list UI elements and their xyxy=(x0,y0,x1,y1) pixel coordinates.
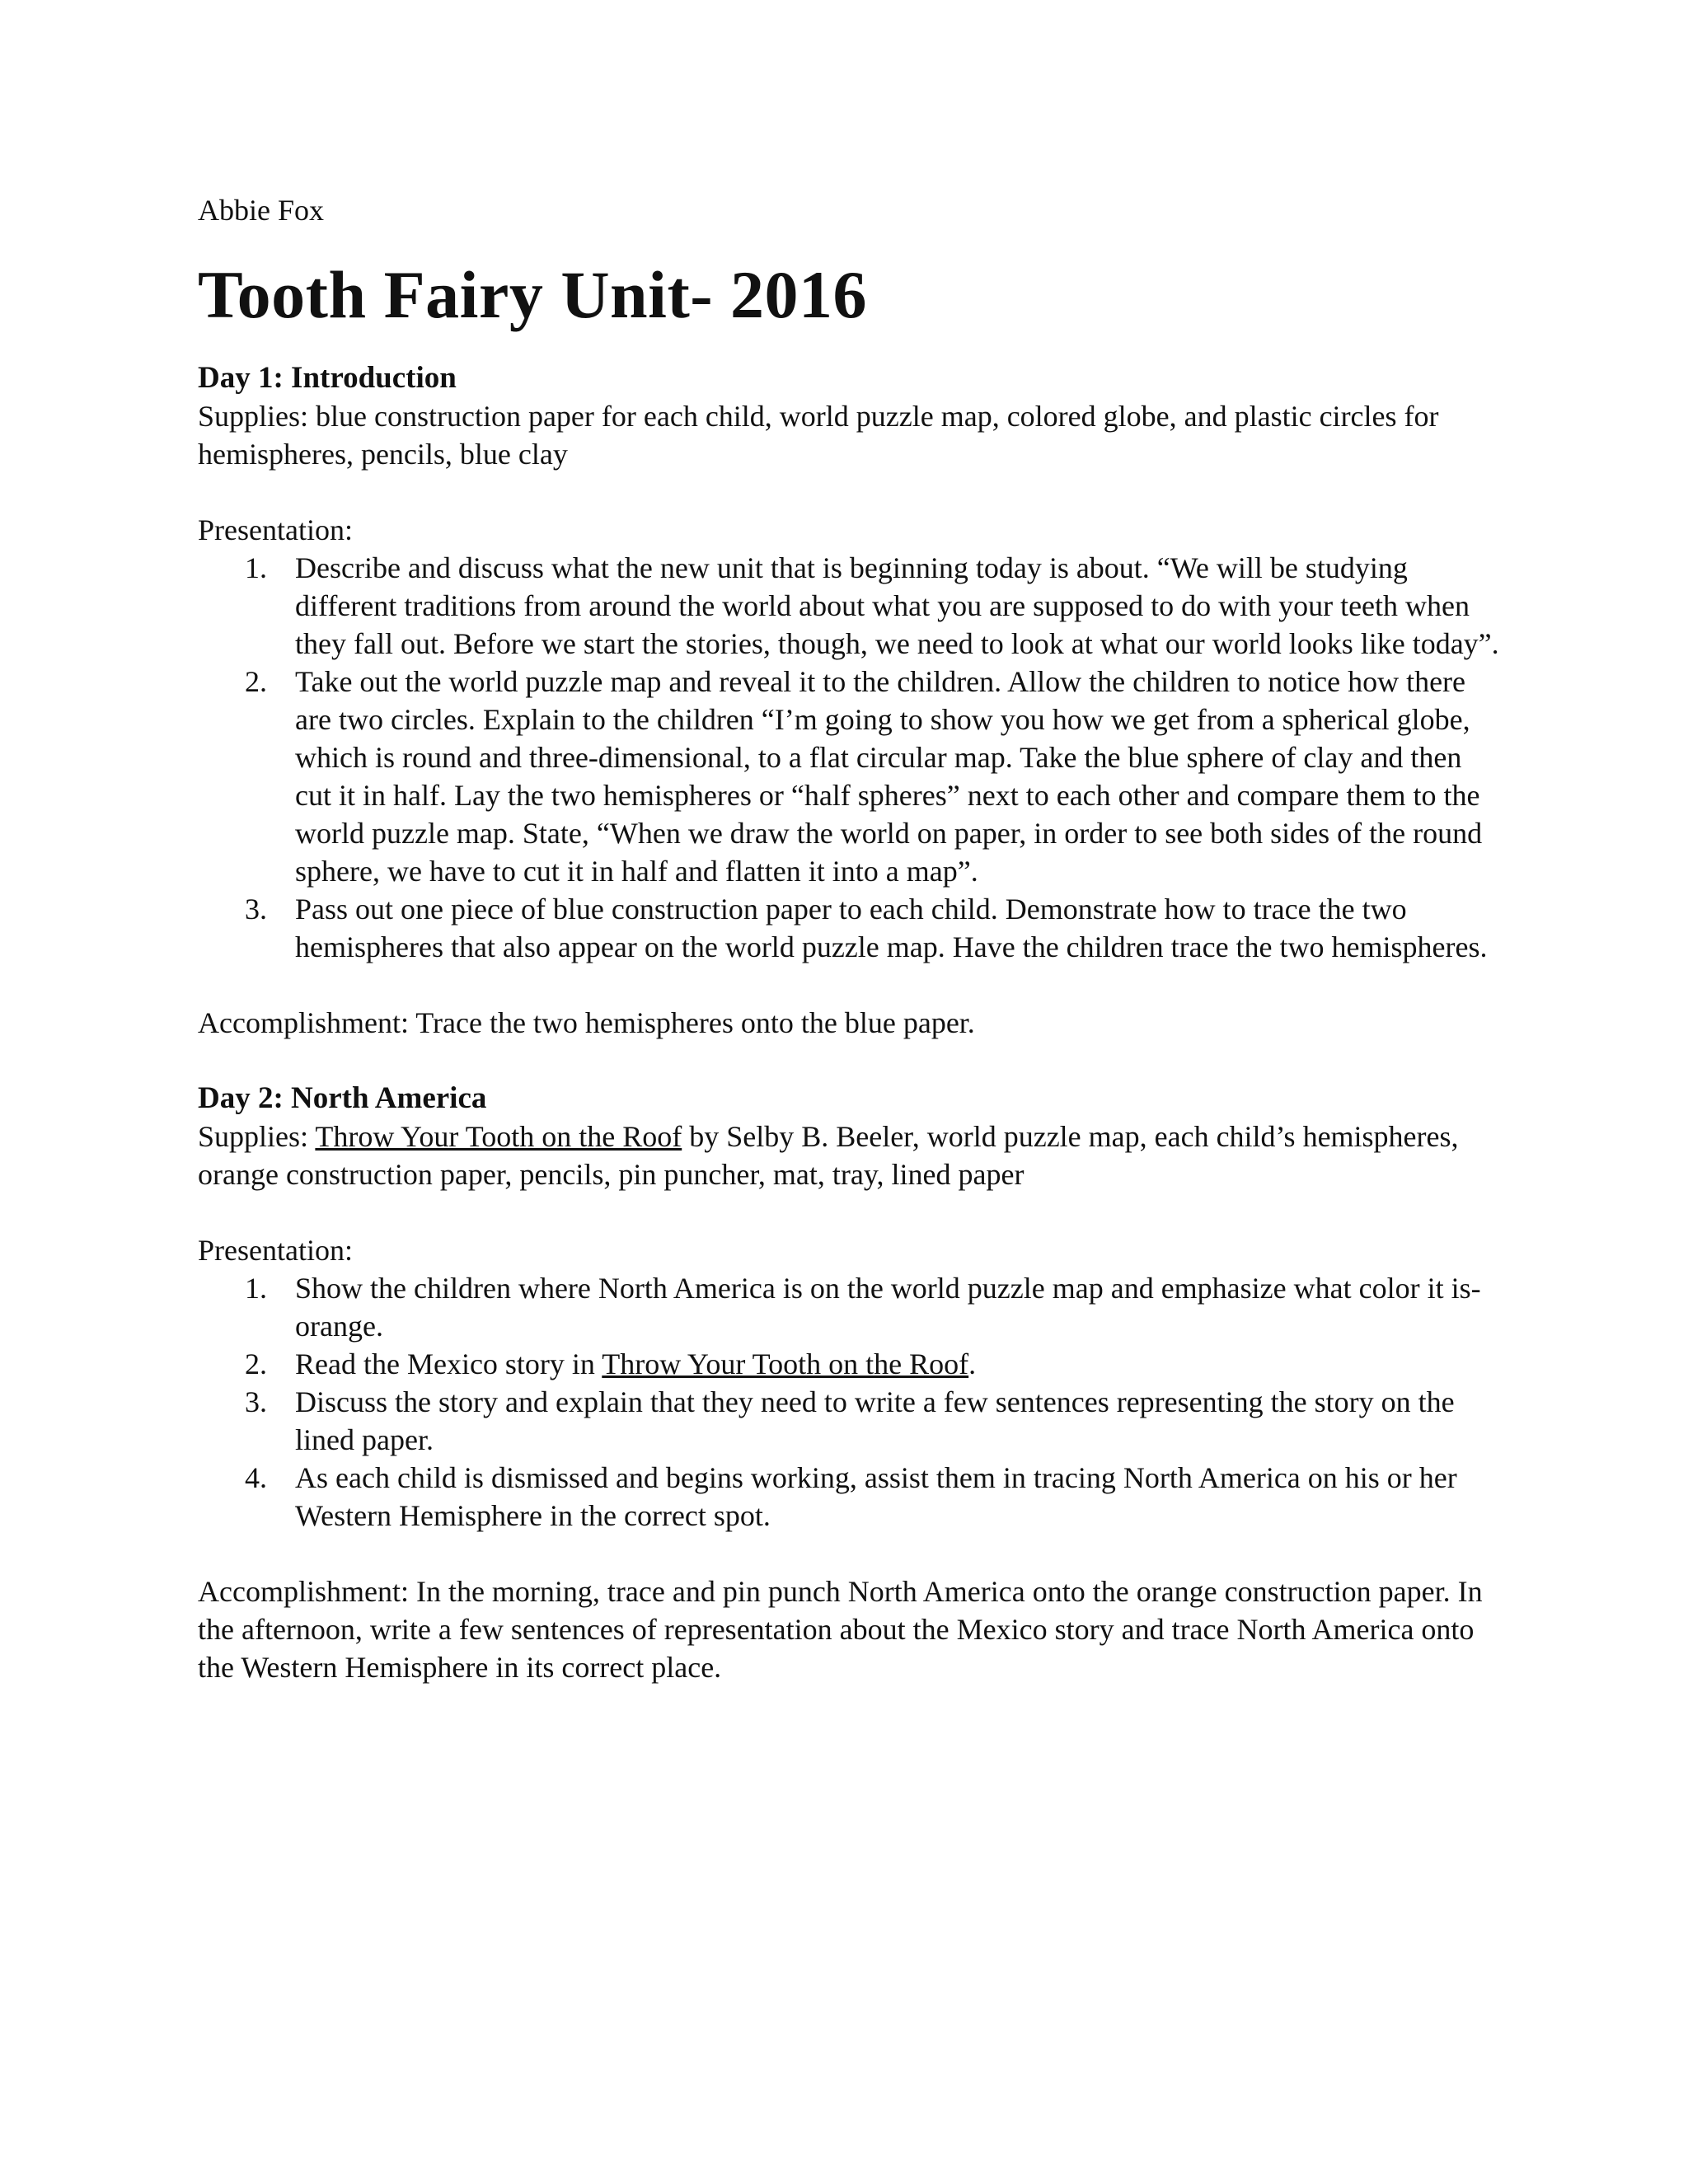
day-1-step xyxy=(198,549,1500,663)
step-text: Describe and discuss what the new unit that is beginning today is about. “We will be studying different traditions from around the world about what you are supposed to do with your teeth when they fall out. Before we start the stories, though, we need to look at what our world looks like today”. xyxy=(295,551,1499,660)
day-2-accomplishment: Accomplishment: In the morning, trace and pin punch North America onto the orange construction paper. In the afternoon, write a few sentences of representation about the Mexico story and trace North America onto the Western Hemisphere in its correct place. xyxy=(198,1575,1483,1684)
step-prefix: Read the Mexico story in xyxy=(295,1347,603,1380)
book-title: Throw Your Tooth on the Roof xyxy=(602,1347,969,1380)
day-1-step xyxy=(198,890,1500,966)
step-number: 1. xyxy=(245,1272,267,1305)
supplies-rest: by Selby B. Beeler, world puzzle map, each child’s hemispheres, orange construction paper, pencils, pin puncher, mat, tray, lined paper xyxy=(198,1120,1459,1191)
day-1-presentation-label: Presentation: xyxy=(198,513,353,546)
day-2-step xyxy=(198,1345,1500,1383)
day-1-step xyxy=(198,663,1500,890)
step-number: 1. xyxy=(245,551,267,584)
day-2-supplies xyxy=(198,1118,1500,1193)
day-1-accomplishment: Accomplishment: Trace the two hemispheres onto the blue paper. xyxy=(198,1006,975,1039)
day-2-steps xyxy=(198,1269,1500,1535)
document-content xyxy=(198,191,1500,1686)
step-number: 3. xyxy=(245,893,267,926)
step-number: 3. xyxy=(245,1385,267,1418)
day-2-step xyxy=(198,1383,1500,1459)
step-text: Pass out one piece of blue construction paper to each child. Demonstrate how to trace the two hemispheres that also appear on the world puzzle map. Have the children trace the two hemispheres. xyxy=(295,893,1488,963)
book-title: Throw Your Tooth on the Roof xyxy=(315,1120,682,1153)
step-text: As each child is dismissed and begins working, assist them in tracing North America on his or her Western Hemisphere in the correct spot. xyxy=(295,1461,1457,1532)
step-text: Discuss the story and explain that they need to write a few sentences representing the story on the lined paper. xyxy=(295,1385,1455,1456)
day-2-step xyxy=(198,1459,1500,1535)
day-2-section xyxy=(198,1080,1500,1686)
supplies-prefix: Supplies: xyxy=(198,1120,316,1153)
step-text xyxy=(295,1347,976,1380)
author-name: Abbie Fox xyxy=(198,194,324,227)
step-number: 4. xyxy=(245,1461,267,1494)
step-number: 2. xyxy=(245,665,267,698)
day-1-steps xyxy=(198,549,1500,966)
day-2-heading: Day 2: North America xyxy=(198,1081,487,1115)
day-1-supplies: Supplies: blue construction paper for each child, world puzzle map, colored globe, and plastic circles for hemispheres, pencils, blue clay xyxy=(198,400,1439,471)
day-2-step xyxy=(198,1269,1500,1345)
step-text: Show the children where North America is on the world puzzle map and emphasize what color it is- orange. xyxy=(295,1272,1481,1343)
day-1-heading: Day 1: Introduction xyxy=(198,361,457,395)
step-text: Take out the world puzzle map and reveal it to the children. Allow the children to notice how there are two circles. Explain to the children “I’m going to show you how we get from a spherical globe, which is round and three-dimensional, to a flat circular map. Take the blue sphere of clay and then cut it in half. Lay the two hemispheres or “half spheres” next to each other and compare them to the world puzzle map. State, “When we draw the world on paper, in order to see both sides of the round sphere, we have to cut it in half and flatten it into a map”. xyxy=(295,665,1483,888)
document-title: Tooth Fairy Unit- 2016 xyxy=(198,257,868,332)
step-suffix: . xyxy=(968,1347,977,1380)
step-number: 2. xyxy=(245,1347,267,1380)
day-1-section xyxy=(198,359,1500,1042)
day-2-presentation-label: Presentation: xyxy=(198,1234,353,1267)
